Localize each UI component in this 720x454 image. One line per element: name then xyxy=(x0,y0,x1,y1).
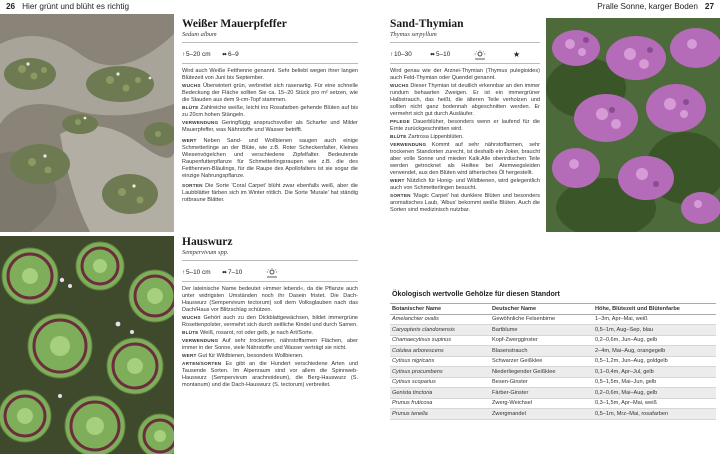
section-label: ARTEN/SORTEN xyxy=(182,361,222,367)
right-page-header xyxy=(597,0,714,13)
section-label: WERT xyxy=(182,353,197,359)
body-text: Der lateinische Name bedeutet »immer lebend«, da die Pflanze auch unter widrigsten Umständen noch ihr Dasein fristet. Die Dach-Hauswurz (Sempervivum tectorum) soll dem Volksglauben nach das Dach/Haus vor Blitzschlag schützen. xyxy=(182,286,358,314)
details-cell: 0,5–1,5m, Mai–Jun, gelb xyxy=(593,377,716,388)
section-label: SORTEN xyxy=(390,193,411,199)
details-cell: 0,1–0,4m, Apr–Jul, gelb xyxy=(593,367,716,378)
german-name-cell: Kopf-Zwergginster xyxy=(490,335,593,346)
section-label: BLÜTE xyxy=(390,134,407,140)
section-label: SORTEN xyxy=(182,183,203,189)
details-cell: 0,3–1,5m, Apr–Mai, weiß xyxy=(593,398,716,409)
body-text: Kommt auf sehr nährstoffarmen, sehr trockenen Standorten zurecht, ist deshalb ein Joker, braucht aber volle Sonne und mieden Kalk. xyxy=(390,142,540,163)
sun-icon xyxy=(266,268,278,278)
body-text: Wird auch Weiße Fetthenne genannt. Sehr beliebt wegen ihrer langen Blütezeit von Juni bis September. xyxy=(182,68,358,82)
right-page-number: 27 xyxy=(704,2,714,11)
details-cell: 0,2–0,6m, Jun–Aug, gelb xyxy=(593,335,716,346)
column-header: Botanischer Name xyxy=(390,304,490,315)
details-cell: 2–4m, Mai–Aug, orangegelb xyxy=(593,346,716,357)
entry-specs xyxy=(390,49,540,61)
body-text: Zartrosa Lippenblüten. xyxy=(406,134,464,141)
body-paragraph xyxy=(182,286,358,389)
body-text: Dieser Thymian ist deutlich erkennbar an den immer rundum behaarten Zweigen. Er ist ein immergrüner Halbstrauch, das heißt, die älteren Teile verholzen und sollten nicht ganz bodennah abgeschnitten werden. Er vermehrt sich gut durch Ausläufer. xyxy=(390,83,540,118)
height-spec xyxy=(390,49,412,61)
entry-thyme xyxy=(390,18,540,217)
table-row xyxy=(390,356,716,367)
body-text: Neben Sand- und Wollbienen saugen auch einige Schmetterlinge an der Blüte, wie z.B. Roter Scheckenfalter, Kleines Wiesenvögelchen und verschiedene Zipfelfalter. Bedeutende Raupenfutterpflanze für Schmetterlingsraupen wie z.B. die des Fetthennen-Bläulings, für die Raupe des Apollofalters ist sie sogar die einzige Nahrungspflanze. xyxy=(182,137,358,179)
table-body xyxy=(390,314,716,419)
table-row xyxy=(390,409,716,420)
botanical-name-cell: Prunus fruticosa xyxy=(390,398,490,409)
spread-arrows-icon: ⬌ xyxy=(222,52,228,58)
height-spec xyxy=(182,49,211,61)
entry-body xyxy=(182,286,358,389)
table-row xyxy=(390,346,716,357)
section-label: WUCHS xyxy=(182,315,201,321)
details-cell: 1–3m, Apr–Mai, weiß xyxy=(593,314,716,325)
woody-plants-table xyxy=(390,303,716,420)
german-name-cell: Besen-Ginster xyxy=(490,377,593,388)
german-name-cell: Schwarzer Geißklee xyxy=(490,356,593,367)
botanical-name-cell: Genista tinctoria xyxy=(390,388,490,399)
body-text: Auf sehr trockenen, nährstoffarmen Flächen, aber immer in der Sonne, viele Nährstoffe und Wasser verträgt sie nicht. xyxy=(182,338,358,352)
details-cell: 0,2–0,6m, Mai–Aug, gelb xyxy=(593,388,716,399)
botanical-name-cell: Chamaecytisus supinus xyxy=(390,335,490,346)
entry-specs xyxy=(182,267,358,279)
botanical-name-cell: Colutea arborescens xyxy=(390,346,490,357)
arrow-up-icon: ↑ xyxy=(182,270,185,276)
thyme-photo xyxy=(546,18,720,232)
table-header-row xyxy=(390,304,716,315)
star-icon: ★ xyxy=(513,50,521,59)
arrow-up-icon: ↑ xyxy=(390,52,393,58)
spacing-spec xyxy=(430,49,450,61)
entry-latin-name: Thymus serpyllum xyxy=(390,31,437,38)
botanical-name-cell: Prunus tenella xyxy=(390,409,490,420)
section-label: WUCHS xyxy=(182,83,201,89)
entry-specs xyxy=(182,49,358,61)
details-cell: 0,5–1,2m, Jun–Aug, goldgelb xyxy=(593,356,716,367)
details-cell: 0,5–1m, Aug–Sep, blau xyxy=(593,325,716,336)
left-page-number: 26 xyxy=(6,2,16,11)
section-label: VERWENDUNG xyxy=(182,338,219,344)
table-row xyxy=(390,398,716,409)
left-chapter-title: Hier grünt und blüht es richtig xyxy=(22,2,130,11)
divider xyxy=(182,42,358,43)
body-text: 'Magic Carpet' hat dunklere Blüten und besonders aromatisches Laub, 'Albus' bekommt weiße Blüten. Auch die Sorten sind medizinisch nutzbar. xyxy=(390,193,540,214)
height-value: 5–10 cm xyxy=(186,269,211,276)
body-text: Überwintert grün, verbreitet sich rasenartig. Für eine schnelle Bedeckung der Fläche sollten Sie ca. 15–20 Stück pro m² setzen, wie die Stauden aus dem 9-cm-Topf stammen. xyxy=(182,83,358,104)
body-text: Weiß, rosarot, rot oder gelb, je nach Art/Sorte. xyxy=(198,330,314,337)
entry-latin-name: Sedum album xyxy=(182,31,217,38)
german-name-cell: Bartblume xyxy=(490,325,593,336)
body-text: Nützlich für Honig- und Wildbienen, wird gelegentlich auch von Schmetterlingen besucht. xyxy=(390,178,540,192)
section-label: WERT xyxy=(390,178,405,184)
sedum-photo xyxy=(0,14,174,232)
section-label: WERT xyxy=(182,137,197,143)
table-title: Ökologisch wertvolle Gehölze für diesen Standort xyxy=(392,290,560,298)
german-name-cell: Niederliegender Geißklee xyxy=(490,367,593,378)
divider xyxy=(182,281,358,282)
section-label: BLÜTE xyxy=(182,105,199,111)
botanical-name-cell: Caryopteris clandonensis xyxy=(390,325,490,336)
entry-title: Hauswurz xyxy=(182,236,233,248)
body-text: Es gibt an die Hundert verschiedene Arten und Tausende Sorten. Im Alpenraum sind vor allem die Spinnweb-Hauswurz (Sempervivum arachnoideum), die Berg-Hauswurz (S. montanum) und die Dach-Hauswurz (S. tectorum) verbreitet. xyxy=(182,361,358,389)
entry-body xyxy=(390,68,540,214)
section-label: VERWENDUNG xyxy=(182,120,219,126)
arrow-up-icon: ↑ xyxy=(182,52,185,58)
body-paragraph xyxy=(182,68,358,134)
table-row xyxy=(390,388,716,399)
sempervivum-photo xyxy=(0,236,174,454)
height-value: 10–30 xyxy=(394,51,412,58)
table-row xyxy=(390,377,716,388)
height-spec xyxy=(182,267,211,279)
german-name-cell: Zwerg-Weichsel xyxy=(490,398,593,409)
details-cell: 0,5–1m, Mrz–Mai, rosafarben xyxy=(593,409,716,420)
table-row xyxy=(390,367,716,378)
table-row xyxy=(390,314,716,325)
left-page-header xyxy=(6,0,129,13)
german-name-cell: Färber-Ginster xyxy=(490,388,593,399)
body-text: Alle oberirdischen Teile werden getrocknet als Heiltee bei Atemwegsleiden verwendet, aus den Blüten wird ätherisches Öl hergestellt. xyxy=(390,156,540,177)
botanical-name-cell: Cytisus scoparius xyxy=(390,377,490,388)
entry-title: Sand-Thymian xyxy=(390,18,464,30)
spacing-value: 5–10 xyxy=(436,51,451,58)
section-label: WUCHS xyxy=(390,83,409,89)
divider xyxy=(390,42,540,43)
spacing-spec xyxy=(222,49,239,61)
botanical-name-cell: Cytisus procumbens xyxy=(390,367,490,378)
botanical-name-cell: Amelanchier ovalis xyxy=(390,314,490,325)
spread-arrows-icon: ⬌ xyxy=(222,270,228,276)
spacing-value: 7–10 xyxy=(228,269,243,276)
height-value: 5–20 cm xyxy=(186,51,211,58)
spread-arrows-icon: ⬌ xyxy=(430,52,436,58)
entry-title: Weißer Mauerpfeffer xyxy=(182,18,287,30)
entry-sedum xyxy=(182,18,358,207)
section-label: VERWENDUNG xyxy=(390,142,427,148)
body-paragraph xyxy=(182,137,358,180)
body-text: Zahlreiche weiße, leicht ins Rosafarben gehende Blüten auf bis zu 20cm hohen Stängeln. xyxy=(182,105,358,119)
divider xyxy=(182,260,358,261)
table-row xyxy=(390,335,716,346)
body-paragraph xyxy=(182,182,358,204)
column-header: Deutscher Name xyxy=(490,304,593,315)
column-header: Höhe, Blütezeit und Blütenfarbe xyxy=(593,304,716,315)
sun-icon xyxy=(474,50,486,60)
entry-latin-name: Sempervivum spp. xyxy=(182,249,229,256)
section-label: BLÜTE xyxy=(182,330,199,336)
body-text: Wird genau wie der Arznei-Thymian (Thymus pulegioides) auch Feld-Thymian oder Quendel genannt. xyxy=(390,68,540,82)
divider xyxy=(182,63,358,64)
spacing-spec xyxy=(222,267,242,279)
german-name-cell: Gewöhnliche Felsenbirne xyxy=(490,314,593,325)
german-name-cell: Blasenstrauch xyxy=(490,346,593,357)
right-chapter-title: Pralle Sonne, karger Boden xyxy=(597,2,698,11)
section-label: PFLEGE xyxy=(390,119,410,125)
entry-sempervivum xyxy=(182,236,358,392)
body-text: Die Sorte 'Coral Carpet' blüht zwar ebenfalls weiß, aber die Laubblätter färben sich im Winter rötlich. Die Sorte 'Murale' hat ständig rotbraune Blätter. xyxy=(182,183,358,204)
entry-body xyxy=(182,68,358,204)
body-paragraph xyxy=(390,68,540,214)
botanical-name-cell: Cytisus nigricans xyxy=(390,356,490,367)
body-text: Dauerblüher, besonders wenn er laufend für die Ernte zurückgeschnitten wird. xyxy=(390,119,540,133)
body-text: Geringfügig anspruchsvoller als Scharfer und Milder Mauerpfeffer, was Nährstoffe und Wasser betrifft. xyxy=(182,120,358,134)
body-text: Gut für Wildbienen, besonders Wollbienen. xyxy=(196,353,304,360)
body-text: Gehört auch zu den Dickblattgewächsen, bildet immergrüne Rosettenpolster, vermehrt sich durch seitliche Kindel und durch Samen. xyxy=(182,315,358,329)
spacing-value: 6–9 xyxy=(228,51,239,58)
divider xyxy=(390,63,540,64)
table-row xyxy=(390,325,716,336)
german-name-cell: Zwergmandel xyxy=(490,409,593,420)
